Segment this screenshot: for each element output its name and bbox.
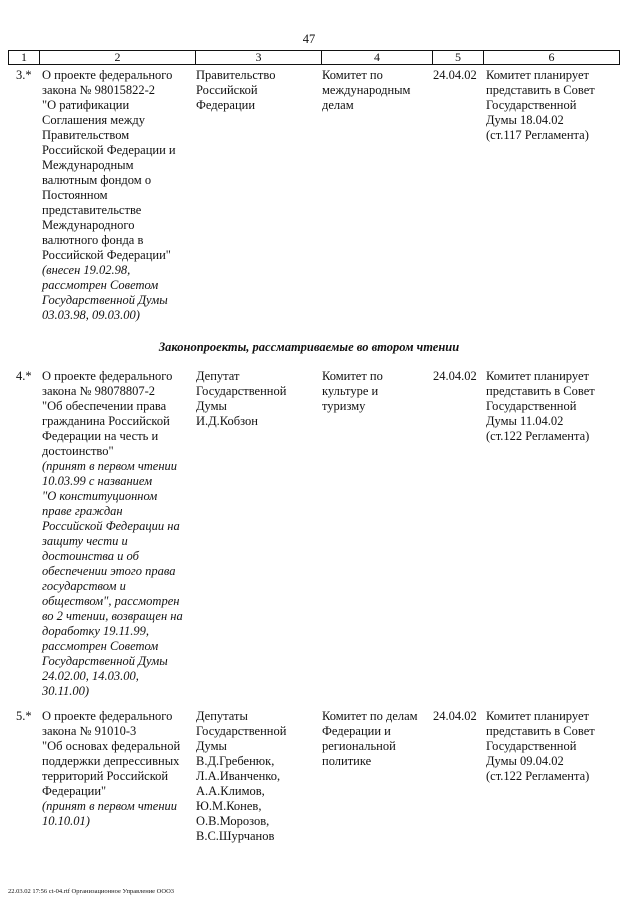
text-line: 03.03.98, 09.03.00) xyxy=(42,308,140,322)
text-line: Государственной Думы xyxy=(42,293,168,307)
row-number: 5.* xyxy=(16,709,32,723)
text-line: Комитет планирует xyxy=(486,709,589,723)
text-line: Федерации на честь и xyxy=(42,429,159,443)
text-line: 10.10.01) xyxy=(42,814,90,828)
responsible-committee xyxy=(322,68,410,113)
text-line: поддержки депрессивных xyxy=(42,754,180,768)
text-line: закона № 91010-3 xyxy=(42,724,137,738)
text-line: В.С.Шурчанов xyxy=(196,829,275,843)
text-line: Федерации" xyxy=(42,784,107,798)
text-line: закона № 98015822-2 xyxy=(42,83,156,97)
text-line: "О ратификации xyxy=(42,98,130,112)
text-line: 10.03.99 с названием xyxy=(42,474,153,488)
text-line: культуре и xyxy=(322,384,379,398)
text-line: В.Д.Гребенюк, xyxy=(196,754,275,768)
review-date: 24.04.02 xyxy=(433,709,477,723)
text-line: И.Д.Кобзон xyxy=(196,414,258,428)
text-line: Комитет по xyxy=(322,68,383,82)
text-line: защиту чести и xyxy=(42,534,128,548)
text-line: Комитет по xyxy=(322,369,383,383)
section-title: Законопроекты, рассматриваемые во втором чтении xyxy=(158,340,460,354)
column-header: 3 xyxy=(255,50,262,64)
print-footer: 22.03.02 17:56 ct-04.rtf Организационное Управление ООО3 xyxy=(8,888,175,895)
text-line: Российской Федерации и xyxy=(42,143,176,157)
text-line: Думы xyxy=(196,739,227,753)
text-line: Государственной xyxy=(196,384,287,398)
text-line: Правительство xyxy=(196,68,276,82)
text-line: рассмотрен Советом xyxy=(42,278,159,292)
text-line: государством и xyxy=(42,579,126,593)
text-line: 24.02.00, 14.03.00, xyxy=(42,669,139,683)
review-date: 24.04.02 xyxy=(433,369,477,383)
text-line: валютным фондом о xyxy=(42,173,152,187)
text-line: представить в Совет xyxy=(486,83,595,97)
text-line: Российской Федерации на xyxy=(42,519,180,533)
text-line: Думы 09.04.02 xyxy=(486,754,564,768)
text-line: Думы xyxy=(196,399,227,413)
text-line: О проекте федерального xyxy=(42,369,173,383)
text-line: (принят в первом чтении xyxy=(42,799,178,813)
review-date: 24.04.02 xyxy=(433,68,477,82)
text-line: представить в Совет xyxy=(486,724,595,738)
column-header: 2 xyxy=(114,50,121,64)
text-line: делам xyxy=(322,98,354,112)
text-line: туризму xyxy=(322,399,366,413)
text-line: О.В.Морозов, xyxy=(196,814,270,828)
text-line: (принят в первом чтении xyxy=(42,459,178,473)
text-line: Комитет по делам xyxy=(322,709,418,723)
text-line: Федерации и xyxy=(322,724,391,738)
page-number: 47 xyxy=(302,32,316,46)
bill-author xyxy=(196,709,286,844)
column-header: 4 xyxy=(374,50,380,64)
text-line: обеспечении этого права xyxy=(42,564,176,578)
text-line: обществом", рассмотрен xyxy=(42,594,180,608)
text-line: достоинство" xyxy=(42,444,114,458)
text-line: О проекте федерального xyxy=(42,709,173,723)
text-line: (внесен 19.02.98, xyxy=(42,263,131,277)
text-line: во 2 чтении, возвращен на xyxy=(42,609,183,623)
text-line: региональной xyxy=(322,739,396,753)
text-line: праве граждан xyxy=(42,504,123,518)
text-line: Л.А.Иванченко, xyxy=(196,769,281,783)
responsible-committee xyxy=(322,369,383,414)
text-line: представить в Совет xyxy=(486,384,595,398)
row-number: 3.* xyxy=(16,68,32,82)
text-line: закона № 98078807-2 xyxy=(42,384,156,398)
text-line: Комитет планирует xyxy=(486,68,589,82)
text-line: Государственной xyxy=(486,98,577,112)
committee-note xyxy=(486,709,595,784)
text-line: достоинства и об xyxy=(42,549,139,563)
text-line: "Об основах федеральной xyxy=(42,739,181,753)
text-line: Депутат xyxy=(196,369,240,383)
text-line: Думы 18.04.02 xyxy=(486,113,564,127)
responsible-committee xyxy=(322,709,418,769)
text-line: доработку 19.11.99, xyxy=(42,624,149,638)
text-line: Правительством xyxy=(42,128,130,142)
text-line: Ю.М.Конев, xyxy=(196,799,262,813)
column-header: 1 xyxy=(21,50,27,64)
text-line: Постоянном xyxy=(42,188,108,202)
text-line: "О конституционном xyxy=(42,489,158,503)
text-line: гражданина Российской xyxy=(42,414,170,428)
text-line: 30.11.00) xyxy=(42,684,89,698)
committee-note xyxy=(486,68,595,143)
text-line: международным xyxy=(322,83,411,97)
text-line: территорий Российской xyxy=(42,769,169,783)
text-line: Государственной Думы xyxy=(42,654,168,668)
text-line: (ст.122 Регламента) xyxy=(486,769,590,783)
text-line: Государственной xyxy=(486,739,577,753)
text-line: Государственной xyxy=(486,399,577,413)
text-line: (ст.117 Регламента) xyxy=(486,128,589,142)
text-line: Российской Федерации" xyxy=(42,248,171,262)
committee-note xyxy=(486,369,595,444)
text-line: Соглашения между xyxy=(42,113,145,127)
text-line: Российской xyxy=(196,83,258,97)
text-line: Международным xyxy=(42,158,134,172)
text-line: представительстве xyxy=(42,203,142,217)
column-header: 5 xyxy=(455,50,461,64)
text-line: политике xyxy=(322,754,372,768)
bill-title xyxy=(42,68,176,323)
table-header-row xyxy=(8,50,620,65)
text-line: рассмотрен Советом xyxy=(42,639,159,653)
bill-author xyxy=(196,68,275,113)
text-line: валютного фонда в xyxy=(42,233,144,247)
bill-author xyxy=(196,369,286,429)
text-line: Депутаты xyxy=(196,709,248,723)
bill-title xyxy=(42,709,180,829)
text-line: Комитет планирует xyxy=(486,369,589,383)
text-line: О проекте федерального xyxy=(42,68,173,82)
column-header: 6 xyxy=(548,50,555,64)
row-number: 4.* xyxy=(16,369,32,383)
text-line: Государственной xyxy=(196,724,287,738)
text-line: "Об обеспечении права xyxy=(42,399,167,413)
bill-title xyxy=(42,369,183,699)
text-line: Федерации xyxy=(196,98,256,112)
text-line: А.А.Климов, xyxy=(196,784,265,798)
text-line: (ст.122 Регламента) xyxy=(486,429,590,443)
text-line: Думы 11.04.02 xyxy=(486,414,564,428)
text-line: Международного xyxy=(42,218,135,232)
